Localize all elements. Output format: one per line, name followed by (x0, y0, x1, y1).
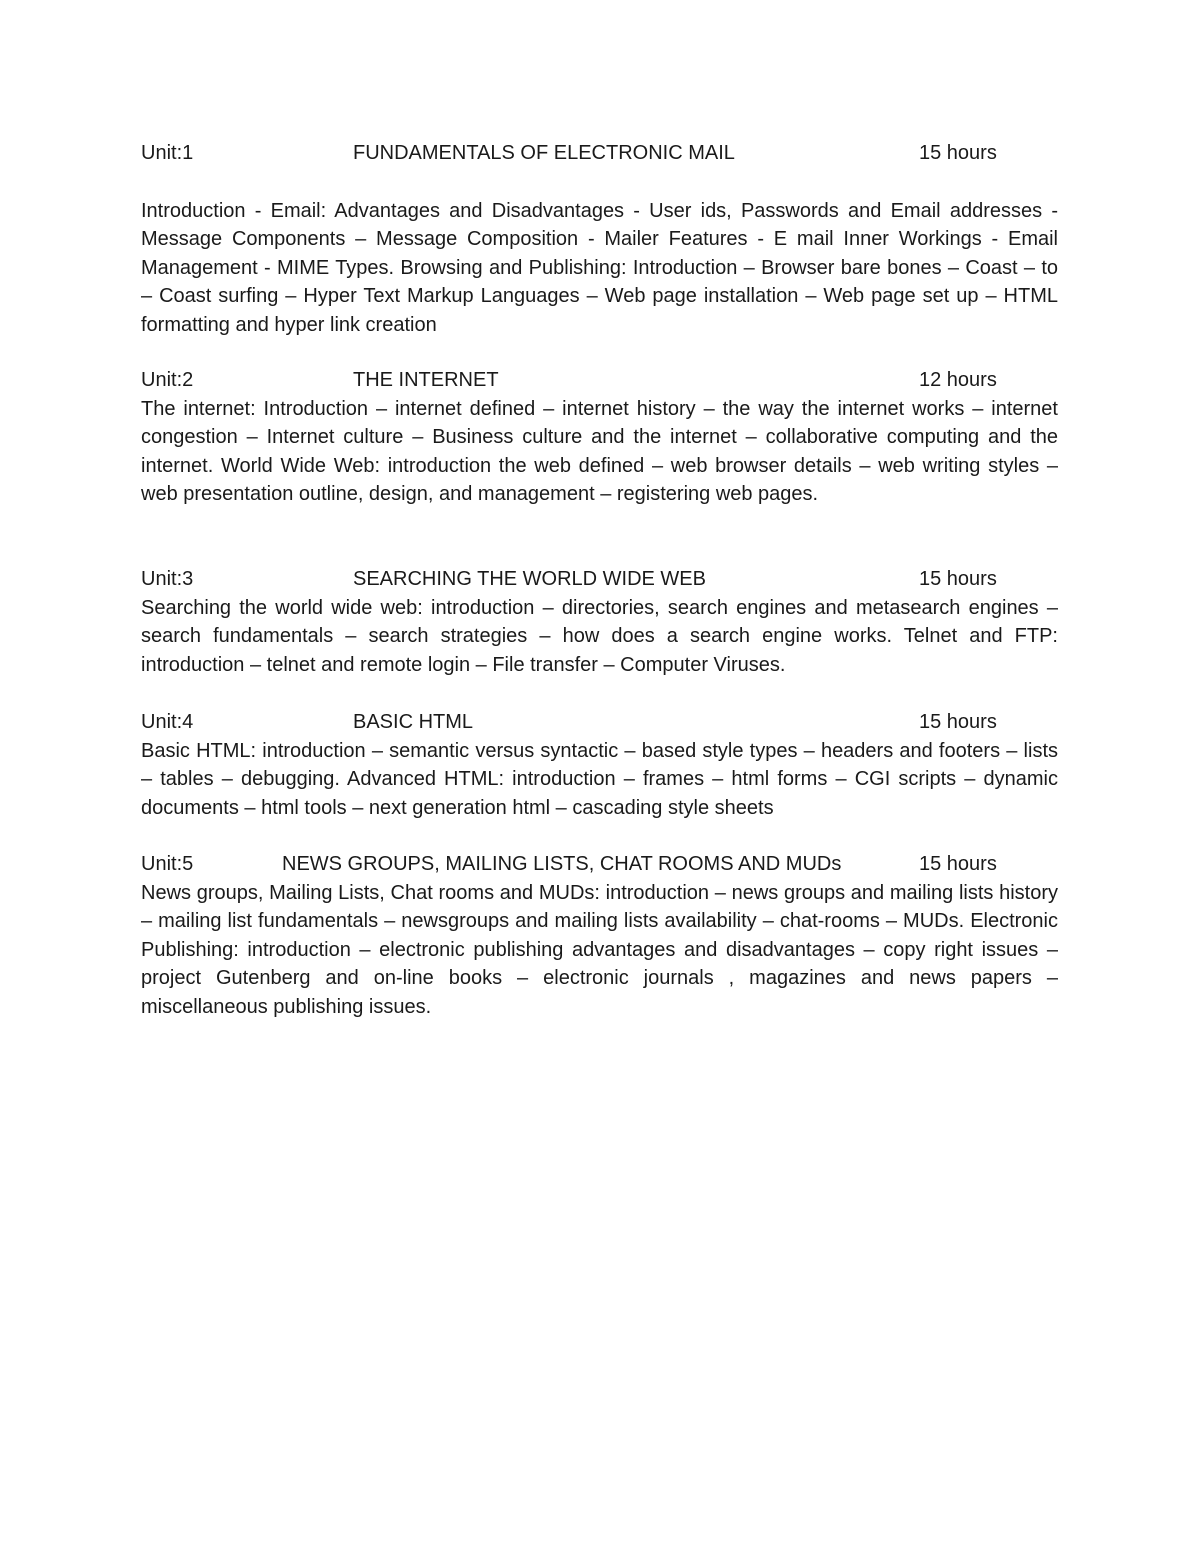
unit-2-section (141, 366, 1058, 509)
unit-header (141, 139, 1058, 168)
unit-description: Introduction - Email: Advantages and Disadvantages - User ids, Passwords and Email addresses - Message Components – Message Composition - Mailer Features - E mail Inner Workings - Email Management - MIME Types. Browsing and Publishing: Introduction – Browser bare bones – Coast – to – Coast surfing – Hyper Text Markup Languages – Web page installation – Web page set up – HTML formatting and hyper link creation (141, 200, 1058, 336)
unit-number: Unit:4 (141, 711, 194, 733)
unit-number: Unit:5 (141, 853, 194, 875)
unit-title: FUNDAMENTALS OF ELECTRONIC MAIL (353, 142, 735, 164)
unit-description: News groups, Mailing Lists, Chat rooms and MUDs: introduction – news groups and mailing lists history – mailing list fundamentals – newsgroups and mailing lists availability – chat-rooms – MUDs. Electronic Publishing: introduction – electronic publishing advantages and disadvantages – copy right issues – project Gutenberg and on-line books – electronic journals , magazines and news papers – miscellaneous publishing issues. (141, 882, 1058, 1018)
unit-header (141, 366, 1058, 395)
unit-title: SEARCHING THE WORLD WIDE WEB (353, 568, 706, 590)
unit-5-section (141, 850, 1058, 1021)
unit-hours: 15 hours (919, 853, 997, 875)
unit-4-section (141, 708, 1058, 822)
unit-description: The internet: Introduction – internet defined – internet history – the way the internet works – internet congestion – Internet culture – Business culture and the internet – collaborative computing and the internet. World Wide Web: introduction the web defined – web browser details – web writing styles – web presentation outline, design, and management – registering web pages. (141, 398, 1058, 506)
unit-1-section (141, 139, 1058, 339)
unit-description: Basic HTML: introduction – semantic versus syntactic – based style types – headers and footers – lists – tables – debugging. Advanced HTML: introduction – frames – html forms – CGI scripts – dynamic documents – html tools – next generation html – cascading style sheets (141, 740, 1058, 819)
unit-number: Unit:1 (141, 142, 194, 164)
unit-hours: 15 hours (919, 568, 997, 590)
unit-hours: 15 hours (919, 142, 997, 164)
unit-header (141, 565, 1058, 594)
unit-hours: 12 hours (919, 369, 997, 391)
unit-header (141, 850, 1058, 879)
unit-title: BASIC HTML (353, 711, 474, 733)
unit-number: Unit:2 (141, 369, 194, 391)
unit-hours: 15 hours (919, 711, 997, 733)
unit-3-section (141, 565, 1058, 679)
unit-title: NEWS GROUPS, MAILING LISTS, CHAT ROOMS AND MUDs (282, 853, 842, 875)
unit-description: Searching the world wide web: introduction – directories, search engines and metasearch engines – search fundamentals – search strategies – how does a search engine works. Telnet and FTP: introduction – telnet and remote login – File transfer – Computer Viruses. (141, 597, 1058, 676)
unit-title: THE INTERNET (353, 369, 499, 391)
unit-header (141, 708, 1058, 737)
unit-number: Unit:3 (141, 568, 194, 590)
